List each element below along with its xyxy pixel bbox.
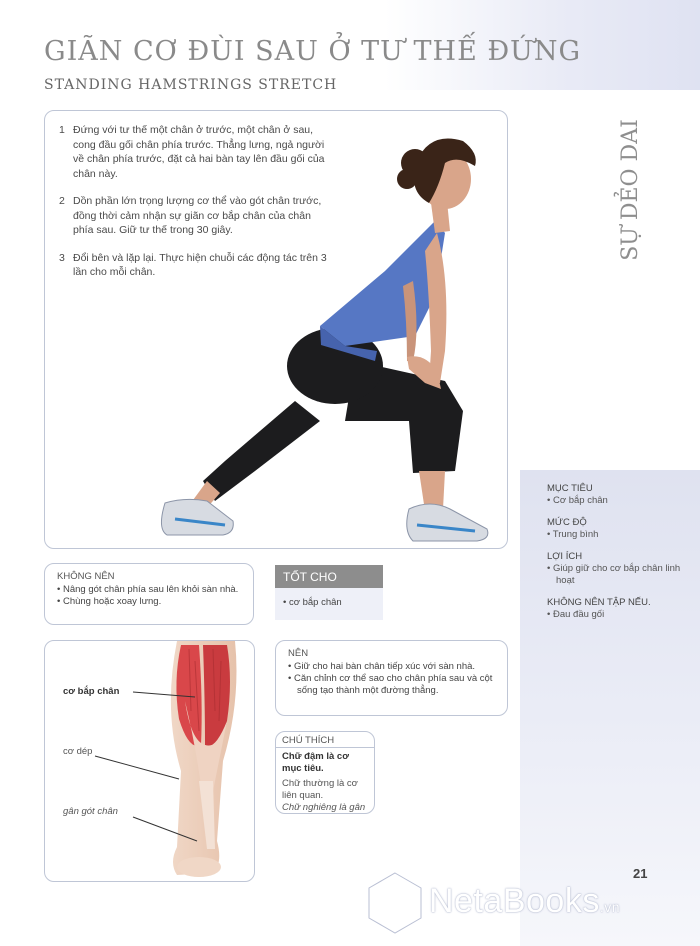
legend-italic-note: Chữ nghiêng là gân <box>282 802 366 813</box>
do-item: • Căn chỉnh cơ thể sao cho chân phía sau và cột sống tạo thành một đường thẳng. <box>288 673 499 697</box>
avoid-panel <box>44 563 254 625</box>
good-for-item: • cơ bắp chân <box>275 588 383 617</box>
good-for-box <box>275 565 383 620</box>
step-text: Dồn phần lớn trọng lượng cơ thể vào gót chân trước, đồng thời cảm nhận sự giãn cơ bắp chân của chân phía sau. Giữ tư thế trong 30 giây. <box>73 195 322 236</box>
avoid-item: • Chùng hoặc xoay lưng. <box>57 596 245 608</box>
benefit-heading: LỢI ÍCH <box>547 551 583 562</box>
page-number: 21 <box>633 866 648 881</box>
good-for-heading: TỐT CHO <box>275 565 383 588</box>
level-value: • Trung bình <box>547 529 682 541</box>
exercise-figure-illustration <box>145 121 505 546</box>
label-calf-muscle: cơ bắp chân <box>63 686 120 697</box>
label-achilles-tendon: gân gót chân <box>63 806 118 817</box>
exercise-panel <box>44 110 508 549</box>
avoid-heading: KHÔNG NÊN <box>57 571 115 582</box>
do-item: • Giữ cho hai bàn chân tiếp xúc với sàn nhà. <box>288 661 499 673</box>
target-heading: MỤC TIÊU <box>547 483 593 494</box>
section-side-label-text: SỰ DẺO DAI <box>618 119 643 261</box>
do-heading: NÊN <box>288 648 309 659</box>
watermark-logo <box>365 868 695 940</box>
muscle-diagram-panel <box>44 640 255 882</box>
benefit-value: • Giúp giữ cho cơ bắp chân linh hoạt <box>547 563 682 587</box>
watermark-brand: NetaBooks <box>429 882 600 920</box>
legend-box <box>275 731 375 814</box>
avoid-item: • Nâng gót chân phía sau lên khỏi sàn nhà. <box>57 584 245 596</box>
exercise-info-sidebar <box>547 483 682 621</box>
calf-muscle-illustration <box>45 641 254 881</box>
do-list <box>276 661 507 697</box>
step-text: Đổi bên và lặp lại. Thực hiện chuỗi các động tác trên 3 lần cho mỗi chân. <box>73 251 327 278</box>
legend-bold-note: Chữ đậm là cơ mục tiêu. <box>282 751 349 774</box>
step-number: 2 <box>59 195 65 207</box>
legend-normal-note: Chữ thường là cơ liên quan. <box>282 778 358 801</box>
watermark-tld: .vn <box>599 899 621 915</box>
step-text: Đứng với tư thế một chân ở trước, một chân ở sau, cong đầu gối chân phía trước. Thẳng lưng, ngả người về chân phía trước, đặt cả hai bàn tay lên đầu gối của chân này. <box>73 124 325 180</box>
legend-heading: CHÚ THÍCH <box>276 732 374 748</box>
label-soleus: cơ dép <box>63 746 93 757</box>
avoid-list <box>45 584 253 608</box>
step-number: 3 <box>59 251 65 264</box>
page-subtitle: STANDING HAMSTRINGS STRETCH <box>44 77 338 93</box>
watermark-text <box>429 882 620 921</box>
target-value: • Cơ bắp chân <box>547 495 682 507</box>
page-title: GIÃN CƠ ĐÙI SAU Ở TƯ THẾ ĐỨNG <box>44 36 582 67</box>
step-number: 1 <box>59 124 65 136</box>
avoid-if-value: • Đau đầu gối <box>547 609 682 621</box>
netabooks-logo-icon <box>365 870 425 936</box>
level-heading: MỨC ĐỘ <box>547 517 587 528</box>
do-panel <box>275 640 508 716</box>
avoid-if-heading: KHÔNG NÊN TẬP NẾU. <box>547 597 651 608</box>
section-side-label <box>618 115 658 265</box>
